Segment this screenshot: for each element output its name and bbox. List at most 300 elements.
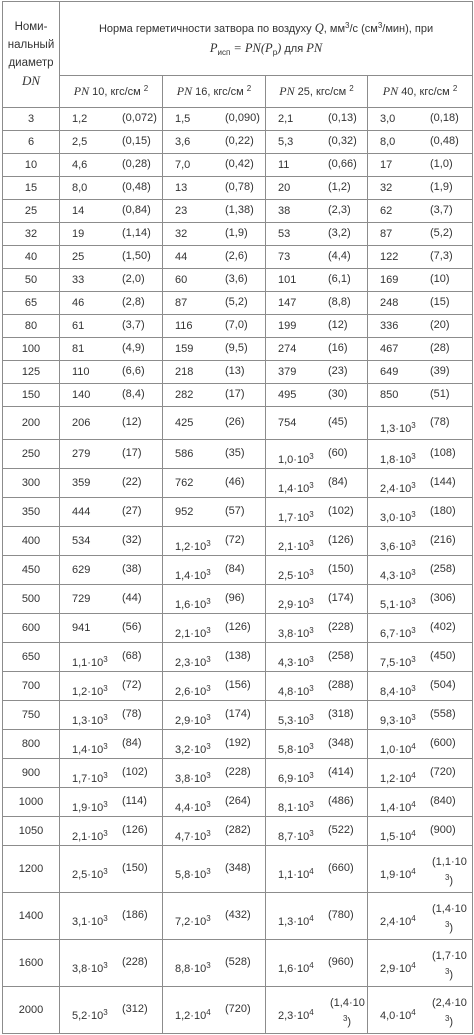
value-cell bbox=[368, 440, 473, 469]
cm3min-value: (0,48) bbox=[122, 181, 151, 193]
dn-cell: 200 bbox=[3, 407, 60, 440]
mm3s-exponent: 3 bbox=[206, 914, 211, 923]
mm3s-mantissa: 467 bbox=[380, 343, 399, 355]
value-cell bbox=[368, 177, 473, 200]
cm3min-value: (1,9) bbox=[225, 227, 248, 239]
mm3s-exponent: 3 bbox=[206, 655, 211, 664]
mm3s-value bbox=[175, 448, 193, 460]
value-cell bbox=[266, 672, 368, 701]
mm3s-mantissa: 19 bbox=[72, 228, 85, 240]
mm3s-mantissa: 1,3·10 bbox=[278, 916, 310, 928]
value-cell bbox=[368, 469, 473, 498]
table-row bbox=[3, 614, 473, 643]
mm3s-value bbox=[72, 961, 108, 975]
dn-cell: 800 bbox=[3, 730, 60, 759]
mm3s-mantissa: 1,7·10 bbox=[72, 773, 104, 785]
cm3min-value: (102) bbox=[328, 505, 354, 517]
mm3s-exponent: 4 bbox=[411, 771, 416, 780]
mm3s-value bbox=[380, 961, 416, 975]
pn-header-value: 16, кгс/см bbox=[195, 86, 244, 98]
mm3s-exponent: 3 bbox=[103, 655, 108, 664]
mm3s-mantissa: 8,7·10 bbox=[278, 831, 310, 843]
mm3s-mantissa: 2,5 bbox=[72, 136, 88, 148]
cm3min-value: (720) bbox=[430, 766, 456, 778]
mm3s-exponent: 4 bbox=[309, 914, 314, 923]
value-cell bbox=[368, 614, 473, 643]
table-row bbox=[3, 556, 473, 585]
cm3min-value: (7,3) bbox=[430, 250, 453, 262]
mm3s-exponent: 4 bbox=[309, 1008, 314, 1017]
value-cell bbox=[368, 672, 473, 701]
table-row bbox=[3, 338, 473, 361]
dn-cell: 350 bbox=[3, 498, 60, 527]
mm3s-exponent: 3 bbox=[309, 539, 314, 548]
value-cell bbox=[60, 200, 163, 223]
mm3s-exponent: 4 bbox=[411, 829, 416, 838]
value-cell bbox=[163, 614, 266, 643]
cm3min-value: (39) bbox=[430, 365, 450, 377]
mm3s-exponent: 3 bbox=[309, 684, 314, 693]
cm3min-value: (402) bbox=[430, 621, 456, 633]
cm3min-value: (2,8) bbox=[122, 296, 145, 308]
mm3s-value bbox=[175, 389, 193, 401]
cm3min-value: (78) bbox=[122, 708, 142, 720]
mm3s-mantissa: 13 bbox=[175, 182, 188, 194]
cm3min-value: (432) bbox=[225, 909, 251, 921]
cm3min-value: (1,50) bbox=[122, 250, 151, 262]
value-cell bbox=[163, 469, 266, 498]
mm3s-mantissa: 2,4·10 bbox=[380, 483, 412, 495]
mm3s-exponent: 3 bbox=[309, 713, 314, 722]
mm3s-exponent: 3 bbox=[206, 597, 211, 606]
pn-symbol: PN bbox=[306, 40, 323, 55]
mm3s-mantissa: 274 bbox=[278, 343, 297, 355]
mm3s-mantissa: 159 bbox=[175, 343, 194, 355]
table-row bbox=[3, 701, 473, 730]
mm3s-value bbox=[175, 228, 187, 240]
cm3min-exponent: 3 bbox=[444, 1014, 450, 1023]
cm3min-value: (3,7) bbox=[430, 204, 453, 216]
mm3s-value bbox=[72, 366, 90, 378]
for-text: для bbox=[284, 42, 304, 55]
pn-header-exp: 2 bbox=[452, 84, 458, 93]
cm3min-value: (17) bbox=[122, 447, 142, 459]
cm3min-value: (35) bbox=[225, 447, 245, 459]
cm3min-value: (312) bbox=[122, 1003, 148, 1015]
mm3s-mantissa: 1,0·10 bbox=[380, 744, 412, 756]
value-cell bbox=[163, 407, 266, 440]
cm3min-value: (2,6) bbox=[225, 250, 248, 262]
cm3min-value: (2,3) bbox=[328, 204, 351, 216]
cm3min-value: (0,15) bbox=[122, 135, 151, 147]
mm3s-exponent: 4 bbox=[411, 867, 416, 876]
mm3s-mantissa: 3,8·10 bbox=[175, 773, 207, 785]
cm3min-value: (7,0) bbox=[225, 319, 248, 331]
mm3s-exponent: 4 bbox=[411, 914, 416, 923]
value-cell bbox=[60, 672, 163, 701]
value-cell bbox=[60, 585, 163, 614]
mm3s-exponent: 3 bbox=[309, 800, 314, 809]
cm3min-value: (12) bbox=[328, 319, 348, 331]
value-cell bbox=[266, 315, 368, 338]
pn-column-header bbox=[60, 76, 163, 108]
value-cell bbox=[266, 701, 368, 730]
value-cell bbox=[368, 788, 473, 817]
mm3s-value bbox=[380, 182, 392, 194]
mm3s-value bbox=[380, 421, 416, 435]
mm3s-value bbox=[175, 113, 190, 125]
mm3s-mantissa: 199 bbox=[278, 320, 297, 332]
value-cell bbox=[368, 131, 473, 154]
value-cell bbox=[163, 292, 266, 315]
value-cell bbox=[163, 556, 266, 585]
mm3s-mantissa: 586 bbox=[175, 448, 194, 460]
cm3min-value: (84) bbox=[328, 476, 348, 488]
mm3s-value bbox=[72, 274, 84, 286]
mm3s-mantissa: 425 bbox=[175, 417, 194, 429]
mm3s-mantissa: 1,2·10 bbox=[175, 1010, 207, 1022]
pressure-equation-sub: р bbox=[272, 47, 278, 57]
mm3s-exponent: 3 bbox=[206, 867, 211, 876]
dn-cell: 1200 bbox=[3, 846, 60, 893]
value-cell bbox=[60, 817, 163, 846]
table-row bbox=[3, 788, 473, 817]
cm3min-value: (180) bbox=[430, 505, 456, 517]
value-cell bbox=[60, 469, 163, 498]
cm3min-value: (528) bbox=[225, 956, 251, 968]
value-cell bbox=[368, 223, 473, 246]
value-cell bbox=[368, 315, 473, 338]
table-row bbox=[3, 940, 473, 987]
value-cell bbox=[368, 407, 473, 440]
cm3min-value: (0,22) bbox=[225, 135, 254, 147]
value-cell bbox=[266, 223, 368, 246]
mm3s-exponent: 4 bbox=[411, 800, 416, 809]
mm3s-value bbox=[72, 771, 108, 785]
cm3min-value: (258) bbox=[430, 563, 456, 575]
mm3s-value bbox=[175, 274, 187, 286]
cm3min-value: (0,090) bbox=[225, 112, 260, 124]
value-cell bbox=[368, 292, 473, 315]
mm3s-value bbox=[72, 506, 90, 518]
cm3min-value: (306) bbox=[430, 592, 456, 604]
header-dn-line2: нальный bbox=[7, 39, 55, 51]
pressure-equation-end: ) bbox=[277, 40, 282, 55]
mm3s-mantissa: 5,1·10 bbox=[380, 599, 412, 611]
header-dn-line3: диаметр bbox=[8, 57, 54, 69]
mm3s-value bbox=[278, 626, 314, 640]
table-row bbox=[3, 759, 473, 788]
norm-unit-exp2: 3 bbox=[377, 20, 383, 30]
mm3s-value bbox=[175, 417, 193, 429]
mm3s-mantissa: 4,4·10 bbox=[175, 802, 207, 814]
cm3min-value: (0,32) bbox=[328, 135, 357, 147]
value-cell bbox=[60, 759, 163, 788]
cm3min-value: (0,13) bbox=[328, 112, 357, 124]
value-cell bbox=[60, 987, 163, 1034]
mm3s-mantissa: 61 bbox=[72, 320, 85, 332]
tightness-norm-line1 bbox=[60, 16, 472, 39]
mm3s-mantissa: 2,9·10 bbox=[278, 599, 310, 611]
mm3s-mantissa: 2,5·10 bbox=[278, 570, 310, 582]
mm3s-mantissa: 7,5·10 bbox=[380, 657, 412, 669]
value-cell bbox=[266, 730, 368, 759]
value-cell bbox=[266, 200, 368, 223]
mm3s-value bbox=[380, 539, 416, 553]
value-cell bbox=[60, 246, 163, 269]
norm-unit-mid: /с (см bbox=[349, 22, 378, 35]
value-cell bbox=[163, 177, 266, 200]
mm3s-value bbox=[278, 182, 290, 194]
mm3s-value bbox=[175, 771, 211, 785]
value-cell bbox=[163, 940, 266, 987]
table-row bbox=[3, 246, 473, 269]
mm3s-mantissa: 1,2·10 bbox=[175, 541, 207, 553]
tightness-norm-line2 bbox=[60, 39, 472, 62]
mm3s-exponent: 3 bbox=[309, 481, 314, 490]
table-row bbox=[3, 893, 473, 940]
cm3min-value: (0,072) bbox=[122, 112, 157, 124]
mm3s-mantissa: 44 bbox=[175, 251, 188, 263]
value-cell bbox=[163, 384, 266, 407]
cm3min-value: (840) bbox=[430, 795, 456, 807]
mm3s-value bbox=[278, 251, 290, 263]
value-cell bbox=[60, 292, 163, 315]
table-row bbox=[3, 440, 473, 469]
table-row bbox=[3, 498, 473, 527]
value-cell bbox=[60, 177, 163, 200]
mm3s-exponent: 3 bbox=[411, 481, 416, 490]
mm3s-mantissa: 729 bbox=[72, 593, 91, 605]
cm3min-value: (15) bbox=[430, 296, 450, 308]
pn-header-symbol: PN bbox=[382, 84, 399, 98]
cm3min-value: (4,4) bbox=[328, 250, 351, 262]
dn-cell: 300 bbox=[3, 469, 60, 498]
value-cell bbox=[368, 585, 473, 614]
cm3min-value bbox=[432, 995, 466, 1030]
value-cell bbox=[163, 672, 266, 701]
p-subscript: исп bbox=[217, 47, 231, 57]
value-cell bbox=[60, 701, 163, 730]
cm3min-value: (216) bbox=[430, 534, 456, 546]
value-cell bbox=[266, 940, 368, 987]
cm3min-value: (5,2) bbox=[430, 227, 453, 239]
header-dn-symbol: DN bbox=[21, 73, 41, 88]
mm3s-exponent: 3 bbox=[103, 914, 108, 923]
mm3s-exponent: 3 bbox=[411, 510, 416, 519]
mm3s-exponent: 4 bbox=[206, 1008, 211, 1017]
norm-prefix: Норма герметичности затвора по воздуху bbox=[98, 22, 312, 35]
norm-unit: , мм bbox=[323, 22, 346, 35]
mm3s-value bbox=[278, 274, 296, 286]
cm3min-value: (522) bbox=[328, 824, 354, 836]
cm3min-value: (504) bbox=[430, 679, 456, 691]
mm3s-mantissa: 4,7·10 bbox=[175, 831, 207, 843]
pn-header-symbol: PN bbox=[176, 84, 193, 98]
value-cell bbox=[266, 556, 368, 585]
mm3s-exponent: 3 bbox=[411, 452, 416, 461]
cm3min-value: (30) bbox=[328, 388, 348, 400]
mm3s-mantissa: 3,8·10 bbox=[278, 628, 310, 640]
cm3min-value: (51) bbox=[430, 388, 450, 400]
mm3s-value bbox=[380, 297, 398, 309]
mm3s-value bbox=[380, 713, 416, 727]
mm3s-mantissa: 2,5·10 bbox=[72, 869, 104, 881]
mm3s-mantissa: 3,2·10 bbox=[175, 744, 207, 756]
value-cell bbox=[266, 893, 368, 940]
table-row bbox=[3, 469, 473, 498]
dn-cell: 750 bbox=[3, 701, 60, 730]
cm3min-value: (28) bbox=[430, 342, 450, 354]
mm3s-value bbox=[380, 800, 416, 814]
mm3s-mantissa: 46 bbox=[72, 297, 85, 309]
cm3min-value: (3,6) bbox=[225, 273, 248, 285]
value-cell bbox=[163, 223, 266, 246]
cm3min-value: (450) bbox=[430, 650, 456, 662]
mm3s-mantissa: 14 bbox=[72, 205, 85, 217]
cm3min-value: (12) bbox=[122, 416, 142, 428]
value-cell bbox=[368, 940, 473, 987]
mm3s-mantissa: 25 bbox=[72, 251, 85, 263]
mm3s-value bbox=[72, 593, 90, 605]
mm3s-exponent: 3 bbox=[103, 713, 108, 722]
mm3s-mantissa: 6,9·10 bbox=[278, 773, 310, 785]
mm3s-mantissa: 147 bbox=[278, 297, 297, 309]
value-cell bbox=[266, 154, 368, 177]
mm3s-value bbox=[278, 228, 290, 240]
dn-cell: 10 bbox=[3, 154, 60, 177]
mm3s-value bbox=[72, 713, 108, 727]
mm3s-mantissa: 3,8·10 bbox=[72, 963, 104, 975]
mm3s-exponent: 3 bbox=[103, 771, 108, 780]
mm3s-value bbox=[380, 136, 395, 148]
mm3s-value bbox=[72, 159, 87, 171]
value-cell bbox=[368, 701, 473, 730]
cm3min-close: ) bbox=[449, 1016, 454, 1028]
value-cell bbox=[163, 440, 266, 469]
mm3s-mantissa: 495 bbox=[278, 389, 297, 401]
mm3s-exponent: 3 bbox=[309, 771, 314, 780]
cm3min-value: (960) bbox=[328, 956, 354, 968]
mm3s-mantissa: 3,0·10 bbox=[380, 512, 412, 524]
pn-header-value: 10, кгс/см bbox=[92, 86, 141, 98]
cm3min-value: (288) bbox=[328, 679, 354, 691]
mm3s-value bbox=[175, 961, 211, 975]
mm3s-mantissa: 1,2·10 bbox=[380, 773, 412, 785]
mm3s-value bbox=[380, 626, 416, 640]
mm3s-value bbox=[380, 274, 398, 286]
mm3s-value bbox=[72, 867, 108, 881]
dn-cell: 250 bbox=[3, 440, 60, 469]
value-cell bbox=[266, 246, 368, 269]
mm3s-exponent: 3 bbox=[411, 539, 416, 548]
cm3min-value: (150) bbox=[122, 862, 148, 874]
value-cell bbox=[368, 498, 473, 527]
pn-header-exp: 2 bbox=[246, 84, 252, 93]
mm3s-mantissa: 2,1·10 bbox=[72, 831, 104, 843]
mm3s-mantissa: 952 bbox=[175, 506, 194, 518]
mm3s-value bbox=[278, 800, 314, 814]
mm3s-exponent: 3 bbox=[411, 568, 416, 577]
mm3s-exponent: 3 bbox=[309, 597, 314, 606]
dn-cell: 1600 bbox=[3, 940, 60, 987]
mm3s-value bbox=[175, 713, 211, 727]
mm3s-value bbox=[278, 389, 296, 401]
mm3s-mantissa: 1,4·10 bbox=[175, 570, 207, 582]
value-cell bbox=[60, 788, 163, 817]
mm3s-mantissa: 2,4·10 bbox=[380, 916, 412, 928]
mm3s-mantissa: 2,3·10 bbox=[278, 1010, 310, 1022]
mm3s-mantissa: 3,6 bbox=[175, 136, 191, 148]
value-cell bbox=[266, 585, 368, 614]
cm3min-value: (318) bbox=[328, 708, 354, 720]
mm3s-exponent: 3 bbox=[411, 713, 416, 722]
mm3s-value bbox=[175, 597, 211, 611]
pn-header-symbol: PN bbox=[73, 84, 90, 98]
mm3s-mantissa: 32 bbox=[380, 182, 393, 194]
value-cell bbox=[163, 730, 266, 759]
value-cell bbox=[368, 200, 473, 223]
mm3s-value bbox=[175, 655, 211, 669]
value-cell bbox=[163, 108, 266, 131]
mm3s-mantissa: 53 bbox=[278, 228, 291, 240]
mm3s-mantissa: 2,9·10 bbox=[175, 715, 207, 727]
cm3min-close: ) bbox=[449, 922, 454, 934]
dn-cell: 40 bbox=[3, 246, 60, 269]
dn-cell: 1000 bbox=[3, 788, 60, 817]
cm3min-mantissa: (1,4·10 bbox=[432, 903, 467, 915]
cm3min-value: (720) bbox=[225, 1003, 251, 1015]
cm3min-value: (17) bbox=[225, 388, 245, 400]
mm3s-mantissa: 87 bbox=[175, 297, 188, 309]
table-row bbox=[3, 269, 473, 292]
mm3s-exponent: 3 bbox=[103, 800, 108, 809]
mm3s-mantissa: 941 bbox=[72, 622, 91, 634]
mm3s-value bbox=[72, 1008, 108, 1022]
cm3min-value: (10) bbox=[430, 273, 450, 285]
value-cell bbox=[60, 269, 163, 292]
cm3min-value: (138) bbox=[225, 650, 251, 662]
dn-cell: 700 bbox=[3, 672, 60, 701]
mm3s-value bbox=[380, 228, 392, 240]
mm3s-mantissa: 81 bbox=[72, 343, 85, 355]
value-cell bbox=[368, 846, 473, 893]
dn-cell: 450 bbox=[3, 556, 60, 585]
mm3s-mantissa: 60 bbox=[175, 274, 188, 286]
cm3min-value: (5,2) bbox=[225, 296, 248, 308]
mm3s-mantissa: 1,9·10 bbox=[72, 802, 104, 814]
value-cell bbox=[163, 893, 266, 940]
cm3min-value: (600) bbox=[430, 737, 456, 749]
value-cell bbox=[368, 108, 473, 131]
table-row bbox=[3, 730, 473, 759]
mm3s-mantissa: 5,8·10 bbox=[278, 744, 310, 756]
dn-cell: 100 bbox=[3, 338, 60, 361]
mm3s-value bbox=[380, 1008, 416, 1022]
value-cell bbox=[163, 246, 266, 269]
mm3s-mantissa: 2,1 bbox=[278, 113, 294, 125]
mm3s-value bbox=[278, 510, 314, 524]
value-cell bbox=[266, 292, 368, 315]
mm3s-value bbox=[278, 961, 314, 975]
table-row bbox=[3, 384, 473, 407]
mm3s-value bbox=[380, 481, 416, 495]
mm3s-exponent: 3 bbox=[103, 867, 108, 876]
mm3s-mantissa: 1,5 bbox=[175, 113, 191, 125]
mm3s-value bbox=[175, 366, 193, 378]
mm3s-mantissa: 38 bbox=[278, 205, 291, 217]
mm3s-value bbox=[175, 867, 211, 881]
